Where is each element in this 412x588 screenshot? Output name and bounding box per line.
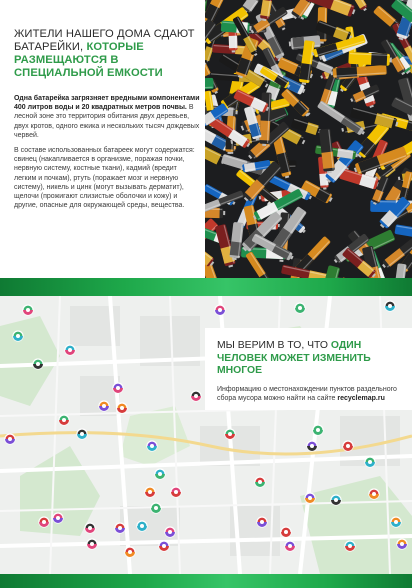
- recycling-point-marker: [13, 331, 23, 341]
- recycling-point-marker: [145, 487, 155, 497]
- recycling-point-marker: [215, 305, 225, 315]
- recycling-point-marker: [171, 487, 181, 497]
- recycling-point-marker: [295, 303, 305, 313]
- headline-part2: КОТОРЫЕ РАЗМЕЩАЮТСЯ В СПЕЦИАЛЬНОЙ ЕМКОСТИ: [14, 41, 163, 79]
- recycling-point-marker: [99, 401, 109, 411]
- recycling-point-marker: [191, 391, 201, 401]
- recycling-point-marker: [391, 517, 401, 527]
- recycling-point-marker: [77, 429, 87, 439]
- battery: [348, 52, 392, 66]
- recycling-point-marker: [225, 429, 235, 439]
- green-band-bottom: [0, 574, 412, 588]
- recycling-point-marker: [125, 547, 135, 557]
- recycling-point-marker: [365, 457, 375, 467]
- recycling-point-marker: [313, 425, 323, 435]
- battery: [205, 78, 214, 91]
- card-title-part1: МЫ ВЕРИМ В ТО, ЧТО: [217, 340, 331, 351]
- info-card: [205, 328, 412, 410]
- recycling-point-marker: [59, 415, 69, 425]
- recycling-point-marker: [345, 541, 355, 551]
- card-title-part2: ОДИН ЧЕЛОВЕК МОЖЕТ ИЗМЕНИТЬ МНОГОЕ: [217, 340, 371, 376]
- recycling-point-marker: [165, 527, 175, 537]
- recycling-point-marker: [33, 359, 43, 369]
- recycling-point-marker: [117, 403, 127, 413]
- recycling-point-marker: [65, 345, 75, 355]
- recycling-point-marker: [85, 523, 95, 533]
- recyclemap-link[interactable]: recyclemap.ru: [337, 394, 385, 402]
- recycling-point-marker: [137, 521, 147, 531]
- recycling-point-marker: [147, 441, 157, 451]
- park-area: [0, 316, 60, 406]
- recycling-point-marker: [281, 527, 291, 537]
- green-band-top: [0, 278, 412, 296]
- recycling-point-marker: [113, 383, 123, 393]
- card-text-main: Информацию о местонахождении пунктов раздельного сбора мусора можно найти на сайте: [217, 385, 397, 402]
- recycling-point-marker: [115, 523, 125, 533]
- recycling-point-marker: [87, 539, 97, 549]
- paragraph-1-bold: Одна батарейка загрязняет вредными компонентами 400 литров воды и 20 квадратных метров почвы.: [14, 95, 200, 112]
- card-text: [217, 385, 402, 403]
- headline: [14, 28, 200, 80]
- recycling-point-marker: [307, 441, 317, 451]
- recycling-point-marker: [331, 495, 341, 505]
- top-section: [0, 0, 412, 278]
- battery-pile-photo: [205, 0, 412, 278]
- text-column: [14, 28, 200, 210]
- recycling-point-marker: [285, 541, 295, 551]
- recycling-point-marker: [151, 503, 161, 513]
- recycling-point-marker: [385, 301, 395, 311]
- recycling-point-marker: [255, 477, 265, 487]
- paragraph-1: [14, 94, 200, 140]
- recycling-point-marker: [305, 493, 315, 503]
- recycling-point-marker: [23, 305, 33, 315]
- headline-part1: ЖИТЕЛИ НАШЕГО ДОМА СДАЮТ БАТАРЕЙКИ,: [14, 28, 195, 53]
- battery-pile-illustration: [205, 0, 412, 278]
- paragraph-1-rest: В лесной зоне это территория обитания двух деревьев, двух кротов, одного ежика и нескольких тысяч дождевых червей.: [14, 104, 200, 139]
- recycling-point-marker: [5, 434, 15, 444]
- paragraph-2: В составе использованных батареек могут содержатся: свинец (накапливается в организме, поражая почки, нервную систему, костные ткани), кадмий (вредит легким и почкам), ртуть (поражает мозг и нервную систему), никель и цинк (могут вызывать дерматит), щелочи (прожигают слизистые оболочки и кожу) и другие, опасные для окружающей среды, вещества.: [14, 147, 195, 210]
- recycling-point-marker: [343, 441, 353, 451]
- recycling-point-marker: [159, 541, 169, 551]
- recycling-point-marker: [155, 469, 165, 479]
- recycling-point-marker: [53, 513, 63, 523]
- recycling-point-marker: [369, 489, 379, 499]
- recycling-point-marker: [39, 517, 49, 527]
- recycling-point-marker: [257, 517, 267, 527]
- recycling-point-marker: [397, 539, 407, 549]
- card-title: [217, 340, 402, 378]
